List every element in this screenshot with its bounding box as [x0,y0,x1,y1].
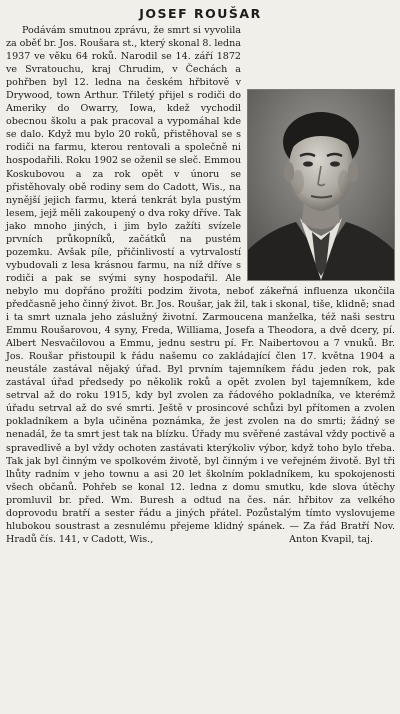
article-title: JOSEF ROUŠAR [139,6,262,21]
portrait-photo [247,89,395,281]
article-signature: Anton Kvapil, taj. [289,533,373,545]
portrait-photo-illustration [248,90,394,280]
article-body [6,24,395,546]
article-paragraph: Podávám smutnou zprávu, že smrt si vyvolila za oběť br. Jos. Roušara st., který skonal 8. ledna 1937 ve věku 64 roků. Narodil se 14. září 1872 ve Svratouchu, kraj Chrudim, v Čechách a pohřben byl 12. ledna na českém hřbitově v Drywood, town Arthur. Třiletý přijel s rodiči do Ameriky do Owarry, Iowa, kdež vychodil obecnou školu a pak pracoval a vypomáhal kde se dalo. Když mu bylo 20 roků, přistěhoval se s rodiči na farmu, kterou rentovali a společně ni hospodařili. Roku 1902 se oženil se sleč. Emmou Koskubovou a za rok opět v únoru se přistěhovaly obě rodiny sem do Cadott, Wis., na nynější jejich farmu, která tenkrát byla pustým lesem, jejž měli zakoupený o dva roky dříve. Tak jako mnoho jiných, i jim bylo zažíti svízele prvních průkopníků, začátků na pustém pozemku. Avšak píle, přičinlivostí a vytrvalostí vybudovali z lesa krásnou farmu, na níž dříve s rodiči a pak se svými syny hospodařil. Ale nebylo mu dopřáno prožíti podzim života, neboť zákeřná influenza ukončila předčasně jeho činný život. Br. Jos. Roušar, jak žil, tak i skonal, tiše, klidně; snad i ta smrt uznala jeho záslužný životní. Zarmoucena manželka, též naši sestru Emmu Roušarovou, 4 syny, Freda, Williama, Josefa a Theodora, a dvě dcery, pí. Albert Nesvačilovou a Emmu, jednu sestru pí. Fr. Naibertovou a 7 vnuků. Br. Jos. Roušar přistoupil k řádu našemu co zakládající člen 17. května 1904 a neustále zastával nějaký úřad. Byl prvním tajemníkem řádu jeden rok, pak zastával úřad předsedy po několik roků a opět zvolen byl tajemníkem, kde setrval až do roku 1915, kdy byl zvolen za řádového pokladníka, ve kterémž úřadu setrval až do své smrti. Ještě v prosincové schůzi byl přítomen a zvolen pokladníkem a byla učiněna poznámka, že jest zvolen na do smrti; žádný se nenadál, že ta smrt jest tak na blízku. Úřady mu svěřené zastával vždy poctivě a spravedlivě a byl vždy ochoten zastávati kterýkoliv výbor, když toho bylo třeba. Tak jak byl činným ve spolkovém životě, byl činným i ve veřejném životě. Byl tři lhůty radním v jeho townu a asi 20 let školním pokladníkem, ku spokojenosti všech občanů. Pohřeb se konal 12. ledna z domu smutku, kde slova útěchy promluvil br. před. Wm. Buresh a odtud na čes. nár. hřbitov za velkého doprovodu bratří a sester řádu a jiných přátel. Pozůstalým tímto vyslovujeme hlubokou soustrast a zesnulému přejeme klidný spánek. — Za řád Bratří Nov. Hradů čís. 141, v Cadott, Wis., [6,25,395,545]
